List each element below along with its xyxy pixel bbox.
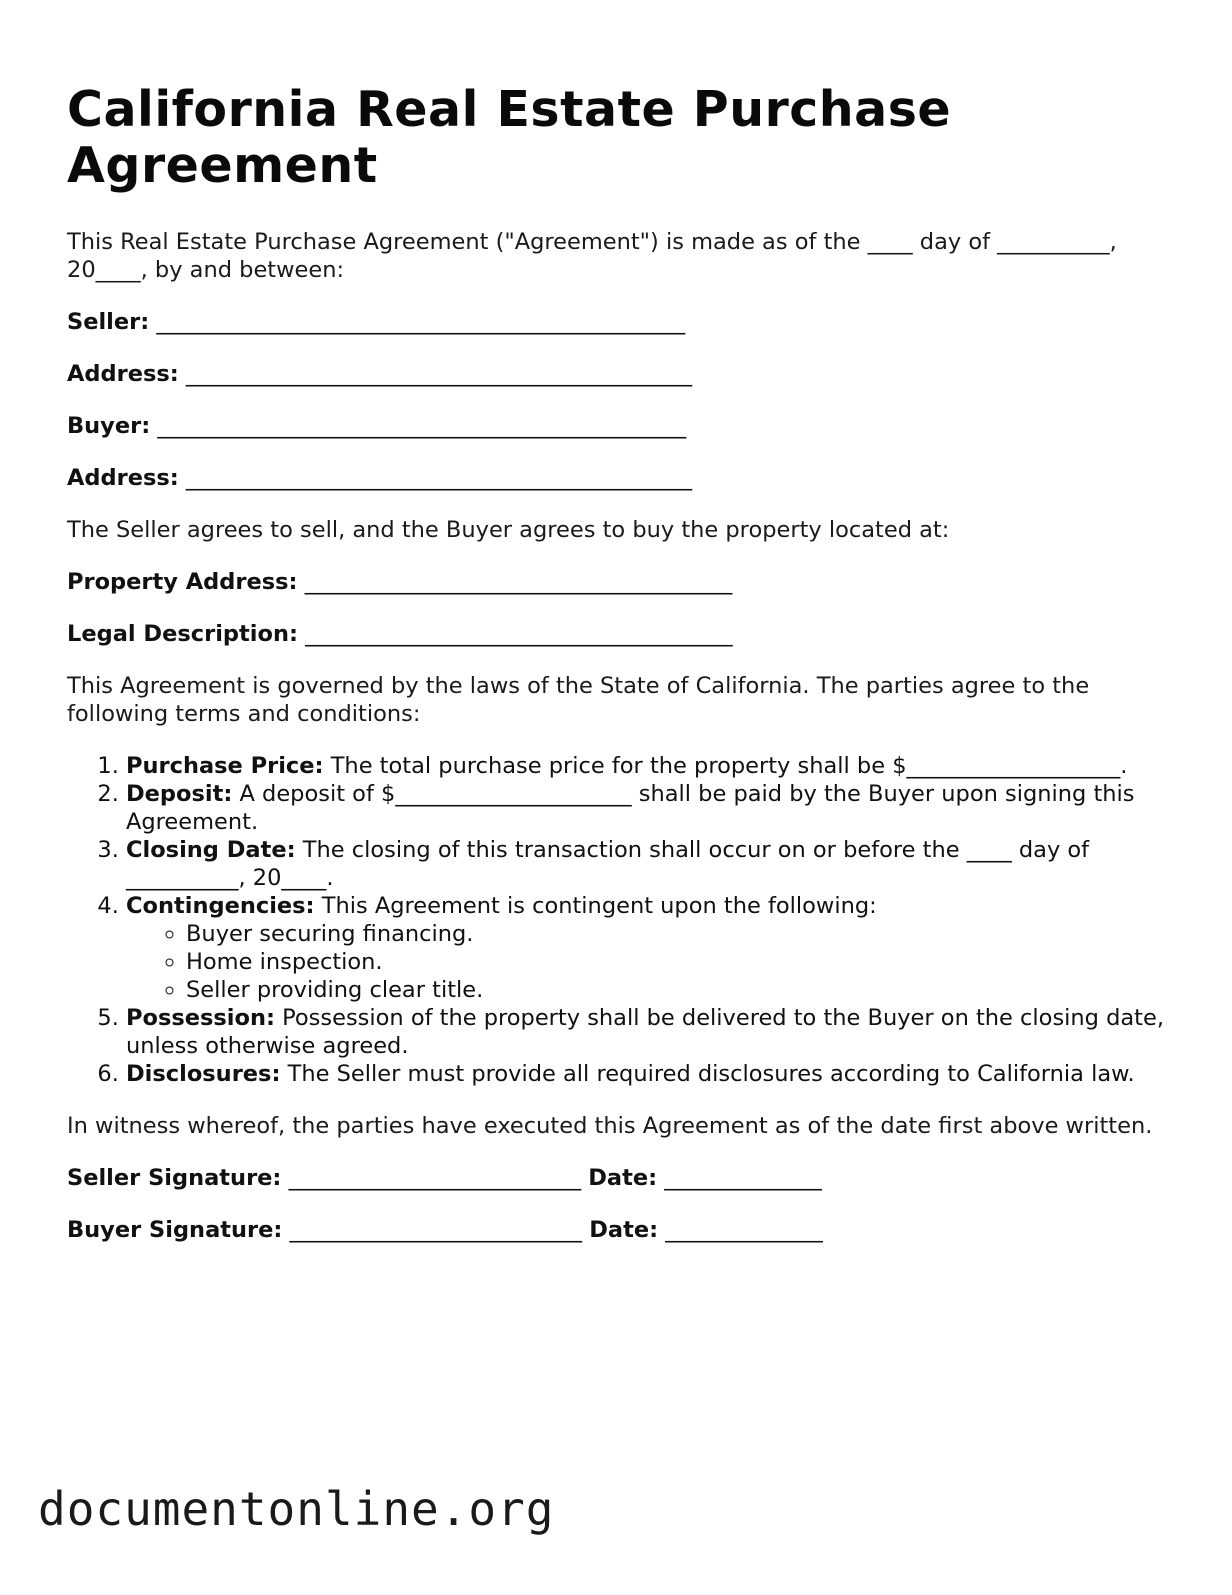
term-contingencies — [126, 892, 1177, 1004]
terms-list — [67, 752, 1177, 1088]
term-text: A deposit of $_____________________ shall be paid by the Buyer upon signing this Agreement. — [126, 781, 1135, 835]
contingency-item: ◦ Buyer securing financing. — [186, 920, 1177, 948]
buyer-signature-label: Buyer Signature: — [67, 1217, 283, 1243]
seller-blank: _______________________________________________ — [156, 309, 686, 335]
buyer-signature-row — [67, 1216, 1177, 1244]
buyer-address-field — [67, 464, 1177, 492]
buyer-address-blank: _____________________________________________ — [185, 465, 693, 491]
seller-label: Seller: — [67, 309, 150, 335]
seller-signature-label: Seller Signature: — [67, 1165, 282, 1191]
contingency-item: ◦ Home inspection. — [186, 948, 1177, 976]
witness-paragraph: In witness whereof, the parties have executed this Agreement as of the date first above written. — [67, 1113, 1153, 1139]
seller-signature-row — [67, 1164, 1177, 1192]
buyer-label: Buyer: — [67, 413, 151, 439]
term-label: Deposit: — [126, 781, 233, 807]
legal-description-label: Legal Description: — [67, 621, 298, 647]
buyer-field — [67, 412, 1177, 440]
site-watermark: documentonline.org — [38, 1482, 555, 1536]
term-text: The closing of this transaction shall occur on or before the ____ day of __________, 20____. — [126, 837, 1090, 891]
property-address-label: Property Address: — [67, 569, 298, 595]
term-possession — [126, 1004, 1177, 1060]
seller-signature-blank: __________________________ — [288, 1165, 582, 1191]
term-text: Possession of the property shall be delivered to the Buyer on the closing date, unless otherwise agreed. — [126, 1005, 1164, 1059]
seller-date-blank: ______________ — [664, 1165, 822, 1191]
term-text: The Seller must provide all required disclosures according to California law. — [287, 1061, 1135, 1087]
buyer-address-label: Address: — [67, 465, 179, 491]
term-label: Purchase Price: — [126, 753, 324, 779]
term-deposit — [126, 780, 1177, 836]
governing-paragraph: This Agreement is governed by the laws of the State of California. The parties agree to the following terms and conditions: — [67, 673, 1090, 727]
term-disclosures — [126, 1060, 1177, 1088]
term-text: This Agreement is contingent upon the following: — [321, 893, 877, 919]
seller-address-blank: _____________________________________________ — [185, 361, 693, 387]
seller-address-field — [67, 360, 1177, 388]
term-label: Possession: — [126, 1005, 275, 1031]
buyer-signature-blank: __________________________ — [289, 1217, 583, 1243]
term-label: Closing Date: — [126, 837, 296, 863]
property-intro: The Seller agrees to sell, and the Buyer agrees to buy the property located at: — [67, 517, 950, 543]
seller-address-label: Address: — [67, 361, 179, 387]
term-label: Contingencies: — [126, 893, 315, 919]
term-purchase-price — [126, 752, 1177, 780]
contingency-list — [126, 920, 1177, 1004]
buyer-date-label: Date: — [589, 1217, 659, 1243]
document-title: California Real Estate Purchase Agreement — [67, 81, 952, 194]
term-closing-date — [126, 836, 1177, 892]
seller-field — [67, 308, 1177, 336]
term-text: The total purchase price for the property shall be $___________________. — [330, 753, 1128, 779]
term-label: Disclosures: — [126, 1061, 281, 1087]
intro-paragraph: This Real Estate Purchase Agreement ("Agreement") is made as of the ____ day of __________, 20____, by and between: — [67, 229, 1117, 283]
buyer-date-blank: ______________ — [665, 1217, 823, 1243]
legal-description-field — [67, 620, 1177, 648]
buyer-blank: _______________________________________________ — [157, 413, 687, 439]
property-address-blank: ______________________________________ — [304, 569, 733, 595]
property-address-field — [67, 568, 1177, 596]
contingency-item: ◦ Seller providing clear title. — [186, 976, 1177, 1004]
seller-date-label: Date: — [588, 1165, 658, 1191]
legal-description-blank: ______________________________________ — [305, 621, 733, 647]
document-page — [67, 82, 1177, 1268]
